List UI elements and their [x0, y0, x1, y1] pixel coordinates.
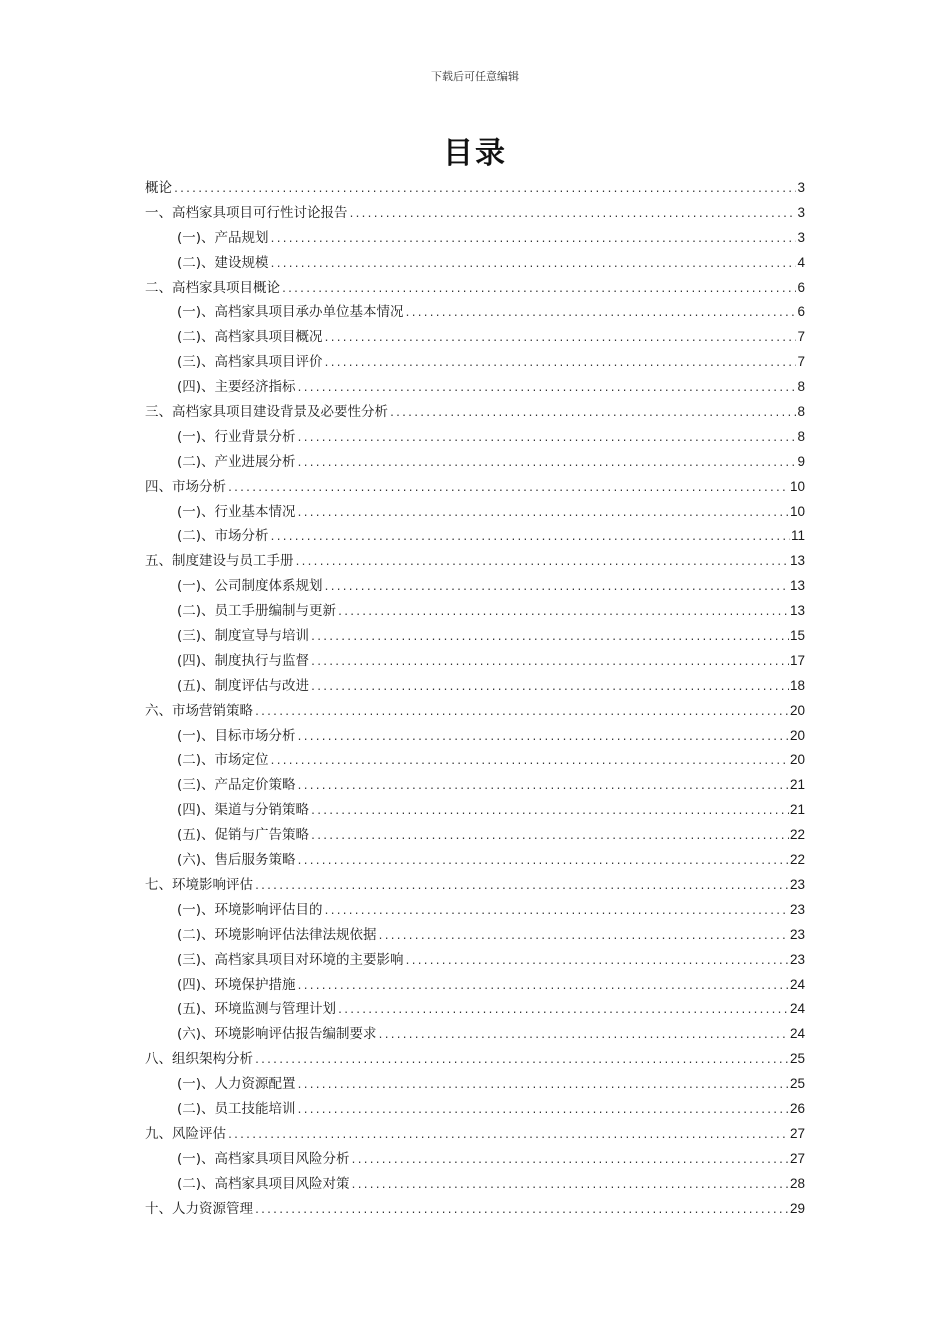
toc-entry-section[interactable]: [145, 624, 805, 649]
toc-entry-section[interactable]: [145, 574, 805, 599]
toc-entry-section[interactable]: [145, 325, 805, 350]
toc-dot-leader: [254, 1049, 789, 1074]
toc-entry-section[interactable]: [145, 997, 805, 1022]
toc-entry-page-number: 23: [789, 901, 805, 917]
toc-entry-chapter[interactable]: [145, 873, 805, 898]
toc-entry-page-number: 13: [789, 603, 805, 619]
toc-entry-page-number: 15: [789, 628, 805, 644]
header-note: 下载后可任意编辑: [431, 70, 519, 83]
toc-entry-section[interactable]: [145, 1097, 805, 1122]
toc-dot-leader: [227, 477, 789, 502]
toc-entry-label: (二)、高档家具项目概况: [177, 329, 323, 346]
toc-entry-label: 八、组织架构分析: [145, 1051, 253, 1068]
toc-entry-section[interactable]: [145, 599, 805, 624]
toc-dot-leader: [297, 850, 789, 875]
toc-dot-leader: [310, 626, 789, 651]
toc-entry-label: (二)、市场分析: [177, 528, 269, 545]
toc-entry-page-number: 29: [789, 1200, 805, 1216]
toc-entry-label: (一)、行业背景分析: [177, 428, 296, 445]
toc-entry-label: (三)、产品定价策略: [177, 777, 296, 794]
toc-dot-leader: [405, 302, 797, 327]
toc-entry-page-number: 20: [789, 752, 805, 768]
toc-entry-section[interactable]: [145, 251, 805, 276]
toc-dot-leader: [281, 278, 796, 303]
toc-dot-leader: [310, 676, 789, 701]
toc-entry-chapter[interactable]: [145, 176, 805, 201]
toc-entry-page-number: 28: [789, 1175, 805, 1191]
toc-entry-label: (三)、制度宣导与培训: [177, 628, 310, 645]
toc-entry-section[interactable]: [145, 649, 805, 674]
toc-entry-label: 概论: [145, 180, 172, 196]
toc-dot-leader: [297, 1074, 789, 1099]
toc-dot-leader: [295, 551, 789, 576]
toc-entry-page-number: 3: [797, 180, 805, 195]
toc-entry-chapter[interactable]: [145, 400, 805, 425]
toc-entry-page-number: 23: [789, 926, 805, 942]
toc-entry-page-number: 23: [789, 876, 805, 892]
toc-dot-leader: [378, 925, 789, 950]
toc-entry-section[interactable]: [145, 350, 805, 375]
toc-entry-chapter[interactable]: [145, 1122, 805, 1147]
toc-entry-label: (一)、环境影响评估目的: [177, 901, 323, 918]
toc-entry-label: (二)、市场定位: [177, 752, 269, 769]
toc-dot-leader: [310, 800, 789, 825]
table-of-contents: [145, 176, 805, 1221]
toc-entry-section[interactable]: [145, 1022, 805, 1047]
toc-entry-section[interactable]: [145, 973, 805, 998]
toc-entry-chapter[interactable]: [145, 201, 805, 226]
toc-dot-leader: [389, 402, 796, 427]
toc-entry-label: (四)、主要经济指标: [177, 379, 296, 396]
toc-dot-leader: [349, 203, 797, 228]
toc-entry-section[interactable]: [145, 375, 805, 400]
toc-dot-leader: [270, 253, 797, 278]
toc-entry-label: 三、高档家具项目建设背景及必要性分析: [145, 404, 388, 421]
toc-entry-label: 二、高档家具项目概论: [145, 279, 280, 296]
toc-entry-page-number: 20: [789, 727, 805, 743]
toc-dot-leader: [254, 875, 789, 900]
toc-entry-section[interactable]: [145, 798, 805, 823]
toc-entry-section[interactable]: [145, 674, 805, 699]
toc-title: 目录: [443, 136, 507, 171]
toc-dot-leader: [297, 775, 789, 800]
toc-entry-page-number: 27: [789, 1150, 805, 1166]
toc-entry-section[interactable]: [145, 748, 805, 773]
toc-entry-page-number: 8: [797, 379, 805, 395]
toc-entry-section[interactable]: [145, 1147, 805, 1172]
toc-entry-page-number: 25: [789, 1051, 805, 1067]
toc-dot-leader: [324, 352, 797, 377]
toc-dot-leader: [270, 750, 789, 775]
toc-entry-section[interactable]: [145, 948, 805, 973]
toc-dot-leader: [337, 601, 789, 626]
toc-dot-leader: [254, 701, 789, 726]
toc-entry-label: (四)、制度执行与监督: [177, 652, 310, 669]
toc-entry-section[interactable]: [145, 450, 805, 475]
toc-entry-section[interactable]: [145, 226, 805, 251]
toc-entry-label: (三)、高档家具项目评价: [177, 354, 323, 371]
toc-entry-label: 五、制度建设与员工手册: [145, 553, 294, 570]
toc-dot-leader: [297, 427, 797, 452]
toc-entry-section[interactable]: [145, 773, 805, 798]
toc-entry-page-number: 7: [797, 329, 805, 345]
toc-dot-leader: [310, 651, 789, 676]
toc-entry-page-number: 10: [789, 503, 805, 519]
toc-entry-label: (二)、高档家具项目风险对策: [177, 1175, 350, 1192]
toc-entry-chapter[interactable]: [145, 549, 805, 574]
toc-entry-page-number: 8: [797, 404, 805, 420]
toc-entry-section[interactable]: [145, 898, 805, 923]
toc-entry-label: (四)、渠道与分销策略: [177, 802, 310, 819]
toc-entry-label: 九、风险评估: [145, 1125, 226, 1142]
toc-entry-label: (一)、行业基本情况: [177, 503, 296, 520]
toc-entry-page-number: 3: [797, 229, 805, 245]
toc-entry-page-number: 21: [789, 777, 805, 793]
toc-entry-chapter[interactable]: [145, 699, 805, 724]
toc-dot-leader: [254, 1199, 789, 1224]
toc-entry-page-number: 8: [797, 428, 805, 444]
toc-entry-label: (一)、高档家具项目承办单位基本情况: [177, 304, 404, 321]
toc-entry-label: (二)、员工技能培训: [177, 1100, 296, 1117]
toc-dot-leader: [297, 975, 789, 1000]
toc-entry-page-number: 4: [797, 254, 805, 270]
toc-entry-label: (二)、产业进展分析: [177, 453, 296, 470]
toc-entry-label: (一)、产品规划: [177, 229, 269, 246]
toc-entry-chapter[interactable]: [145, 1047, 805, 1072]
toc-dot-leader: [310, 825, 789, 850]
toc-entry-page-number: 18: [789, 677, 805, 693]
toc-entry-page-number: 6: [797, 279, 805, 295]
toc-dot-leader: [297, 377, 797, 402]
toc-dot-leader: [227, 1124, 789, 1149]
toc-dot-leader: [297, 726, 789, 751]
toc-dot-leader: [324, 900, 789, 925]
toc-entry-page-number: 26: [789, 1100, 805, 1116]
toc-entry-section[interactable]: [145, 923, 805, 948]
toc-dot-leader: [351, 1149, 789, 1174]
toc-entry-page-number: 9: [797, 453, 805, 469]
toc-entry-label: 七、环境影响评估: [145, 876, 253, 893]
toc-dot-leader: [337, 999, 789, 1024]
toc-entry-label: (五)、促销与广告策略: [177, 827, 310, 844]
toc-dot-leader: [351, 1174, 789, 1199]
toc-entry-page-number: 23: [789, 951, 805, 967]
toc-entry-section[interactable]: [145, 425, 805, 450]
toc-entry-label: 四、市场分析: [145, 478, 226, 495]
toc-entry-chapter[interactable]: [145, 1197, 805, 1222]
toc-entry-label: (五)、环境监测与管理计划: [177, 1001, 337, 1018]
toc-dot-leader: [270, 526, 790, 551]
toc-entry-page-number: 11: [790, 528, 805, 544]
toc-entry-label: (二)、建设规模: [177, 254, 269, 271]
toc-dot-leader: [378, 1024, 789, 1049]
toc-entry-label: (一)、人力资源配置: [177, 1076, 296, 1093]
toc-entry-page-number: 24: [789, 976, 805, 992]
toc-entry-page-number: 6: [797, 304, 805, 320]
toc-entry-page-number: 17: [789, 652, 805, 668]
toc-entry-section[interactable]: [145, 823, 805, 848]
toc-entry-section[interactable]: [145, 724, 805, 749]
toc-entry-page-number: 22: [789, 827, 805, 843]
toc-entry-page-number: 25: [789, 1076, 805, 1092]
toc-entry-chapter[interactable]: [145, 276, 805, 301]
toc-entry-section[interactable]: [145, 848, 805, 873]
toc-entry-page-number: 24: [789, 1026, 805, 1042]
toc-dot-leader: [270, 228, 797, 253]
toc-entry-label: (一)、目标市场分析: [177, 727, 296, 744]
toc-entry-page-number: 3: [797, 204, 805, 220]
toc-entry-section[interactable]: [145, 524, 805, 549]
toc-entry-page-number: 7: [797, 354, 805, 370]
toc-entry-label: (一)、高档家具项目风险分析: [177, 1150, 350, 1167]
toc-dot-leader: [297, 1099, 789, 1124]
toc-entry-label: (一)、公司制度体系规划: [177, 578, 323, 595]
toc-entry-label: 一、高档家具项目可行性讨论报告: [145, 204, 348, 221]
toc-entry-label: (四)、环境保护措施: [177, 976, 296, 993]
toc-dot-leader: [324, 576, 789, 601]
toc-entry-section[interactable]: [145, 300, 805, 325]
toc-entry-section[interactable]: [145, 500, 805, 525]
toc-entry-page-number: 22: [789, 852, 805, 868]
toc-entry-label: (五)、制度评估与改进: [177, 677, 310, 694]
toc-entry-page-number: 13: [789, 578, 805, 594]
toc-entry-label: 十、人力资源管理: [145, 1200, 253, 1217]
toc-entry-page-number: 21: [789, 802, 805, 818]
toc-dot-leader: [297, 452, 797, 477]
toc-entry-page-number: 10: [789, 478, 805, 494]
toc-entry-label: (三)、高档家具项目对环境的主要影响: [177, 951, 404, 968]
toc-entry-label: (六)、售后服务策略: [177, 852, 296, 869]
toc-dot-leader: [173, 178, 796, 203]
toc-entry-page-number: 27: [789, 1125, 805, 1141]
toc-entry-label: (六)、环境影响评估报告编制要求: [177, 1026, 377, 1043]
toc-entry-page-number: 13: [789, 553, 805, 569]
toc-entry-label: 六、市场营销策略: [145, 702, 253, 719]
toc-entry-page-number: 20: [789, 702, 805, 718]
toc-entry-chapter[interactable]: [145, 475, 805, 500]
toc-entry-page-number: 24: [789, 1001, 805, 1017]
toc-entry-section[interactable]: [145, 1072, 805, 1097]
toc-entry-label: (二)、环境影响评估法律法规依据: [177, 926, 377, 943]
toc-entry-label: (二)、员工手册编制与更新: [177, 603, 337, 620]
toc-dot-leader: [297, 502, 789, 527]
toc-dot-leader: [324, 327, 797, 352]
toc-dot-leader: [405, 950, 789, 975]
toc-entry-section[interactable]: [145, 1172, 805, 1197]
